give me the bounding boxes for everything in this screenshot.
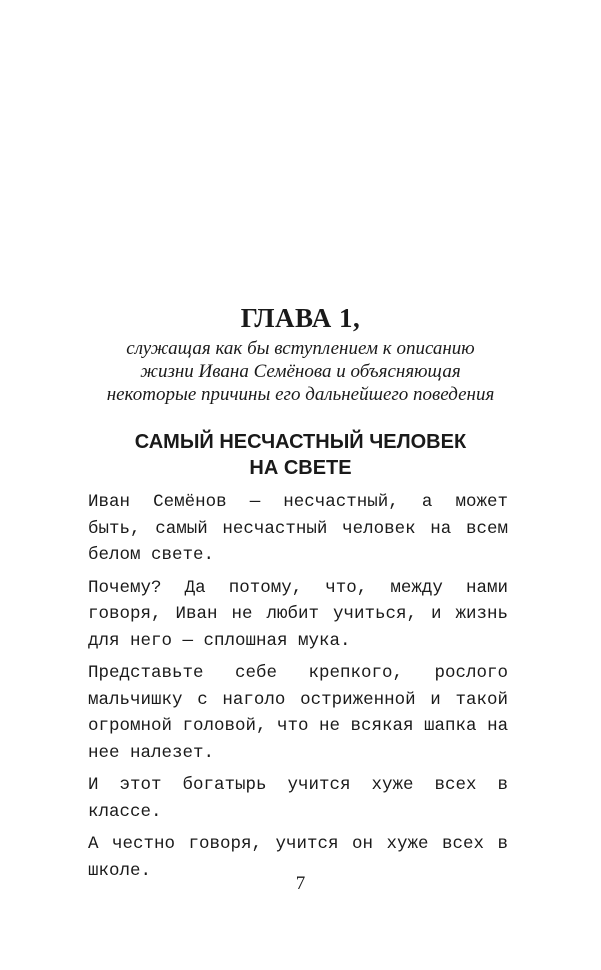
body-text (88, 489, 508, 890)
text-line: говоря, Иван не любит учиться, и жизнь (88, 604, 508, 624)
text-line: мальчишку с наголо остриженной и такой (88, 689, 508, 710)
text-line: быть, самый несчастный человек на всем (88, 518, 508, 539)
section-title-line: САМЫЙ НЕСЧАСТНЫЙ ЧЕЛОВЕК (134, 431, 467, 453)
text-line: И этот богатырь учится хуже всех в (88, 775, 508, 795)
text-line: Иван Семёнов — несчастный, а может (88, 492, 508, 512)
text-line: школе. (88, 860, 152, 881)
chapter-subtitle-line: некоторые причины его дальнейшего поведения (106, 384, 495, 405)
paragraph (88, 489, 508, 569)
section-title (0, 429, 601, 481)
section-title-line: НА СВЕТЕ (249, 457, 352, 479)
page-number: 7 (295, 873, 306, 894)
text-line: огромной головой, что не всякая шапка на (88, 716, 509, 736)
text-line: белом свете. (88, 545, 215, 565)
chapter-subtitle (70, 337, 531, 406)
text-line: Почему? Да потому, что, между нами (88, 577, 508, 598)
text-line: классе. (88, 801, 162, 822)
chapter-subtitle-line: служащая как бы вступлением к описанию (126, 338, 475, 359)
chapter-title: ГЛАВА 1, (240, 303, 361, 333)
text-line: Представьте себе крепкого, рослого (88, 663, 508, 683)
paragraph (88, 660, 508, 766)
text-line: для него — сплошная мука. (88, 630, 351, 651)
chapter-subtitle-line: жизни Ивана Семёнова и объясняющая (140, 361, 461, 382)
paragraph (88, 772, 508, 825)
text-line: А честно говоря, учится он хуже всех в (88, 834, 508, 854)
text-line: нее налезет. (88, 742, 215, 763)
paragraph (88, 575, 508, 655)
